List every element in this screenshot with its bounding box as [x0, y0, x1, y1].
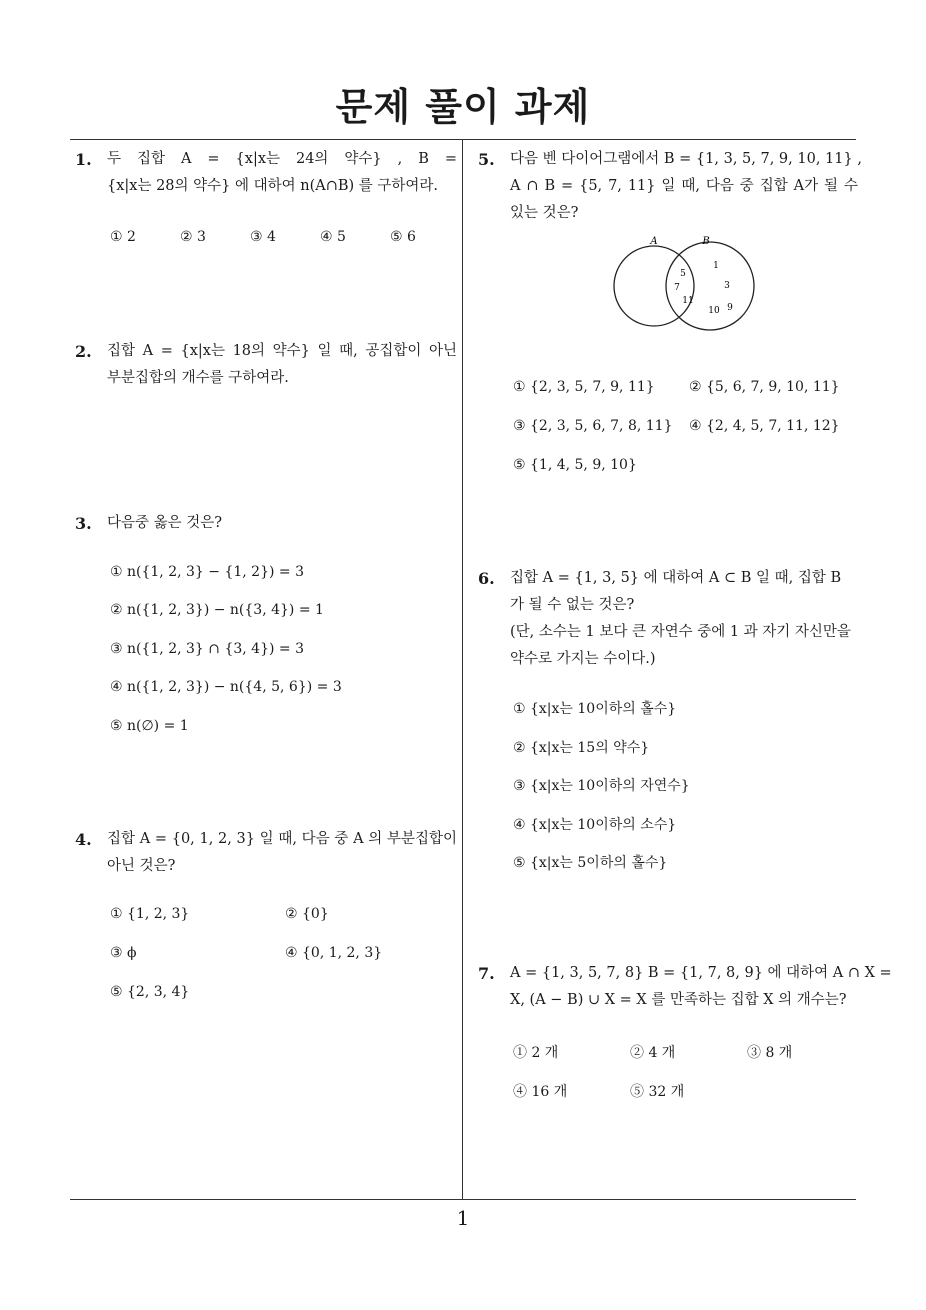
answer-option[interactable]: ② 4 개 — [630, 1045, 676, 1061]
set-a-label: A — [650, 236, 658, 247]
answer-option[interactable]: ① {1, 2, 3} — [110, 906, 190, 922]
answer-option[interactable]: ③ 8 개 — [747, 1045, 793, 1061]
page-title: 문제 풀이 과제 — [335, 85, 591, 129]
answer-option[interactable]: ② {x|x는 15의 약수} — [513, 740, 650, 756]
answer-option[interactable]: ① 2 개 — [513, 1045, 559, 1061]
answer-option[interactable]: ② {0} — [285, 906, 329, 922]
question-text — [107, 510, 457, 537]
question-line: 있는 것은? — [510, 205, 579, 221]
question-number: 5. — [478, 150, 495, 169]
venn-element: 10 — [708, 306, 720, 316]
question-6 — [478, 565, 858, 673]
question-line: 다음중 옳은 것은? — [107, 515, 223, 531]
question-7 — [478, 960, 892, 1014]
set-b-label: B — [702, 236, 710, 247]
answer-option[interactable]: ④ 5 — [320, 229, 346, 245]
column-divider — [462, 139, 463, 1200]
question-number: 7. — [478, 964, 495, 983]
question-line: 집합 A = {1, 3, 5} 에 대하여 A ⊂ B 일 때, 집합 B — [510, 570, 842, 586]
question-5 — [478, 146, 862, 227]
answer-option[interactable]: ③ {x|x는 10이하의 자연수} — [513, 778, 690, 794]
answer-option[interactable]: ⑤ {x|x는 5이하의 홀수} — [513, 855, 668, 871]
question-line: A = {1, 3, 5, 7, 8} B = {1, 7, 8, 9} 에 대하여 A ∩ X = — [510, 965, 892, 981]
answer-option[interactable]: ⑤ 32 개 — [630, 1084, 685, 1100]
page-number: 1 — [456, 1206, 470, 1230]
set-a-circle — [614, 246, 694, 326]
answer-option[interactable]: ⑤ n(∅) = 1 — [110, 718, 189, 734]
question-line: X, (A − B) ∪ X = X 를 만족하는 집합 X 의 개수는? — [510, 992, 847, 1008]
question-text — [510, 565, 858, 673]
answer-option[interactable]: ④ 16 개 — [513, 1084, 568, 1100]
question-3 — [75, 510, 457, 537]
question-text — [107, 338, 457, 392]
question-number: 6. — [478, 569, 495, 588]
answer-option[interactable]: ⑤ {1, 4, 5, 9, 10} — [513, 457, 637, 473]
question-text — [107, 146, 457, 200]
answer-option[interactable]: ③ {2, 3, 5, 6, 7, 8, 11} — [513, 418, 673, 434]
answer-option[interactable]: ③ ϕ — [110, 945, 137, 961]
question-text — [510, 960, 892, 1014]
question-number: 4. — [75, 830, 92, 849]
answer-option[interactable]: ③ 4 — [250, 229, 276, 245]
bottom-rule — [70, 1199, 856, 1200]
question-text — [107, 826, 457, 880]
question-1 — [75, 146, 457, 200]
answer-option[interactable]: ① {2, 3, 5, 7, 9, 11} — [513, 379, 655, 395]
question-line: 가 될 수 없는 것은? — [510, 597, 635, 613]
answer-option[interactable]: ④ {x|x는 10이하의 소수} — [513, 817, 677, 833]
answer-option[interactable]: ② 3 — [180, 229, 206, 245]
question-line: 부분집합의 개수를 구하여라. — [107, 370, 289, 386]
venn-element: 1 — [713, 261, 719, 271]
question-line: A ∩ B = {5, 7, 11} 일 때, 다음 중 집합 A가 될 수 — [510, 178, 858, 194]
question-line: 아닌 것은? — [107, 858, 176, 874]
answer-option[interactable]: ⑤ {2, 3, 4} — [110, 984, 190, 1000]
question-line: 집합 A = {x|x는 18의 약수} 일 때, 공집합이 아닌 — [107, 343, 457, 359]
answer-option[interactable]: ④ {0, 1, 2, 3} — [285, 945, 383, 961]
question-line: 두 집합 A = {x|x는 24의 약수} , B = — [107, 151, 457, 167]
venn-element: 7 — [674, 283, 680, 293]
answer-option[interactable]: ① n({1, 2, 3} − {1, 2}) = 3 — [110, 564, 304, 580]
answer-option[interactable]: ③ n({1, 2, 3} ∩ {3, 4}) = 3 — [110, 641, 304, 657]
question-4 — [75, 826, 457, 880]
answer-option[interactable]: ① 2 — [110, 229, 136, 245]
question-line: 약수로 가지는 수이다.) — [510, 651, 656, 667]
answer-option[interactable]: ② n({1, 2, 3}) − n({3, 4}) = 1 — [110, 602, 324, 618]
question-line: 다음 벤 다이어그램에서 B = {1, 3, 5, 7, 9, 10, 11} , — [510, 151, 862, 167]
question-line: 집합 A = {0, 1, 2, 3} 일 때, 다음 중 A 의 부분집합이 — [107, 831, 457, 847]
question-2 — [75, 338, 457, 392]
answer-option[interactable]: ② {5, 6, 7, 9, 10, 11} — [689, 379, 840, 395]
answer-option[interactable]: ① {x|x는 10이하의 홀수} — [513, 701, 677, 717]
question-line: (단, 소수는 1 보다 큰 자연수 중에 1 과 자기 자신만을 — [510, 624, 851, 640]
top-rule — [70, 139, 856, 140]
question-number: 3. — [75, 514, 92, 533]
venn-element: 11 — [682, 296, 694, 306]
answer-option[interactable]: ④ n({1, 2, 3}) − n({4, 5, 6}) = 3 — [110, 679, 342, 695]
venn-element: 3 — [724, 281, 730, 291]
question-text — [510, 146, 862, 227]
venn-element: 9 — [727, 303, 733, 313]
answer-option[interactable]: ④ {2, 4, 5, 7, 11, 12} — [689, 418, 840, 434]
question-line: {x|x는 28의 약수} 에 대하여 n(A∩B) 를 구하여라. — [107, 178, 439, 194]
answer-option[interactable]: ⑤ 6 — [390, 229, 416, 245]
question-number: 1. — [75, 150, 92, 169]
venn-element: 5 — [680, 269, 686, 279]
venn-diagram — [606, 230, 766, 336]
question-number: 2. — [75, 342, 92, 361]
